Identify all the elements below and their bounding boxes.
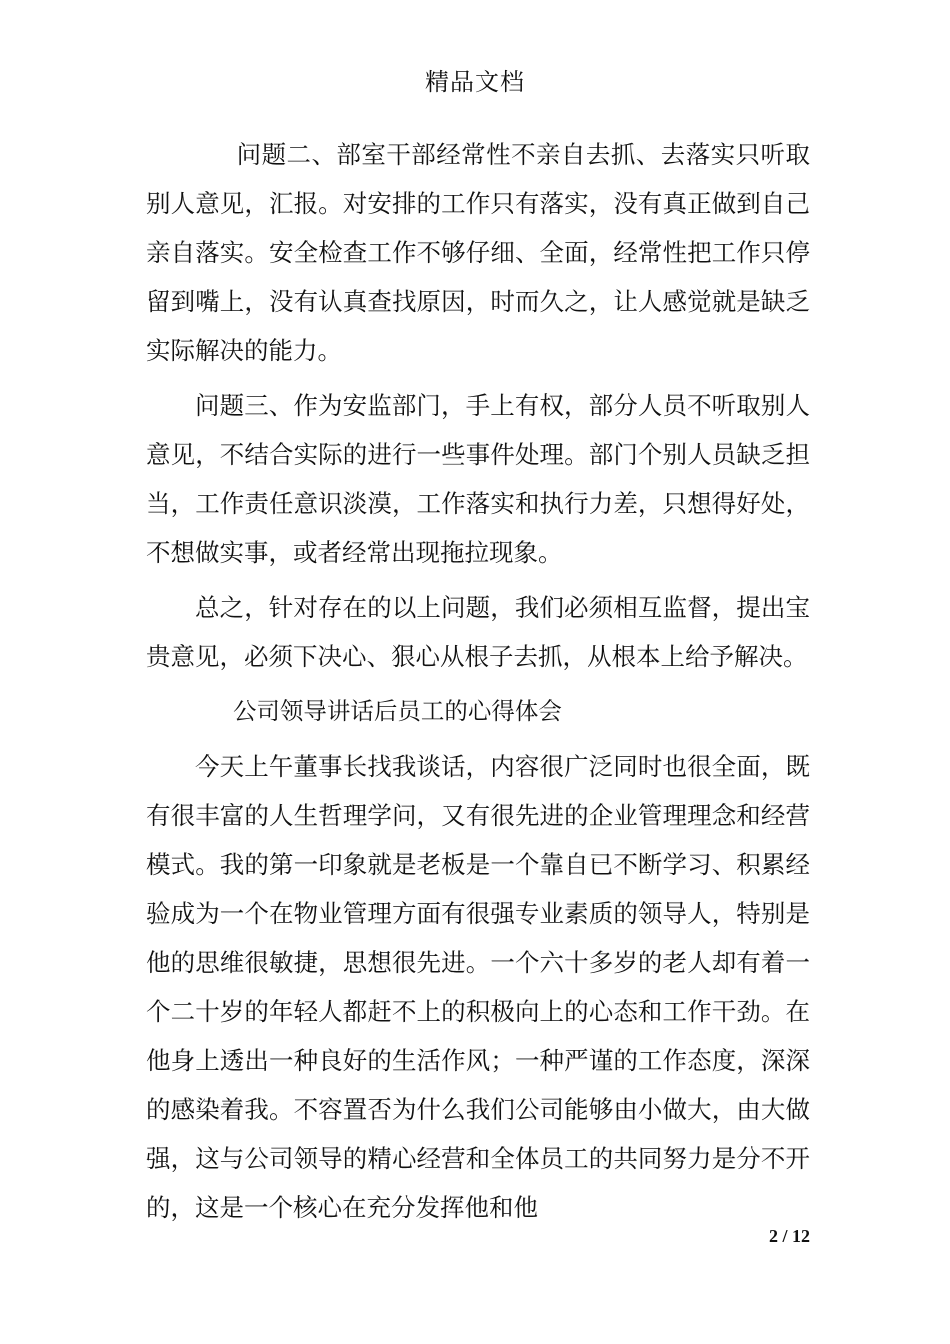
section-title: 公司领导讲话后员工的心得体会 bbox=[232, 697, 562, 725]
paragraph-summary: 总之，针对存在的以上问题，我们必须相互监督，提出宝贵意见，必须下决心、狠心从根子去抓，从根本上给予解决。 bbox=[146, 593, 810, 671]
document-body bbox=[146, 130, 810, 1238]
paragraph-problem-two: 问题二、部室干部经常性不亲自去抓、去落实只听取别人意见，汇报。对安排的工作只有落实，没有真正做到自己亲自落实。安全检查工作不够仔细、全面，经常性把工作只停留到嘴上，没有认真查找原因，时而久之，让人感觉就是缺乏实际解决的能力。 bbox=[146, 140, 810, 365]
paragraph-problem-three: 问题三、作为安监部门，手上有权，部分人员不听取别人意见，不结合实际的进行一些事件处理。部门个别人员缺乏担当，工作责任意识淡漠，工作落实和执行力差，只想得好处，不想做实事，或者经常出现拖拉现象。 bbox=[146, 391, 810, 567]
paragraph-section-body: 今天上午董事长找我谈话，内容很广泛同时也很全面，既有很丰富的人生哲理学问，又有很先进的企业管理理念和经营模式。我的第一印象就是老板是一个靠自已不断学习、积累经验成为一个在物业管理方面有很强专业素质的领导人，特别是他的思维很敏捷，思想很先进。一个六十多岁的老人却有着一个二十岁的年轻人都赶不上的积极向上的心态和工作干劲。在他身上透出一种良好的生活作风；一种严谨的工作态度，深深的感染着我。不容置否为什么我们公司能够由小做大，由大做强，这与公司领导的精心经营和全体员工的共同努力是分不开的，这是一个核心在充分发挥他和他 bbox=[146, 752, 810, 1222]
page-header: 精品文档 bbox=[425, 68, 525, 96]
page-number: 2 / 12 bbox=[768, 1226, 810, 1246]
